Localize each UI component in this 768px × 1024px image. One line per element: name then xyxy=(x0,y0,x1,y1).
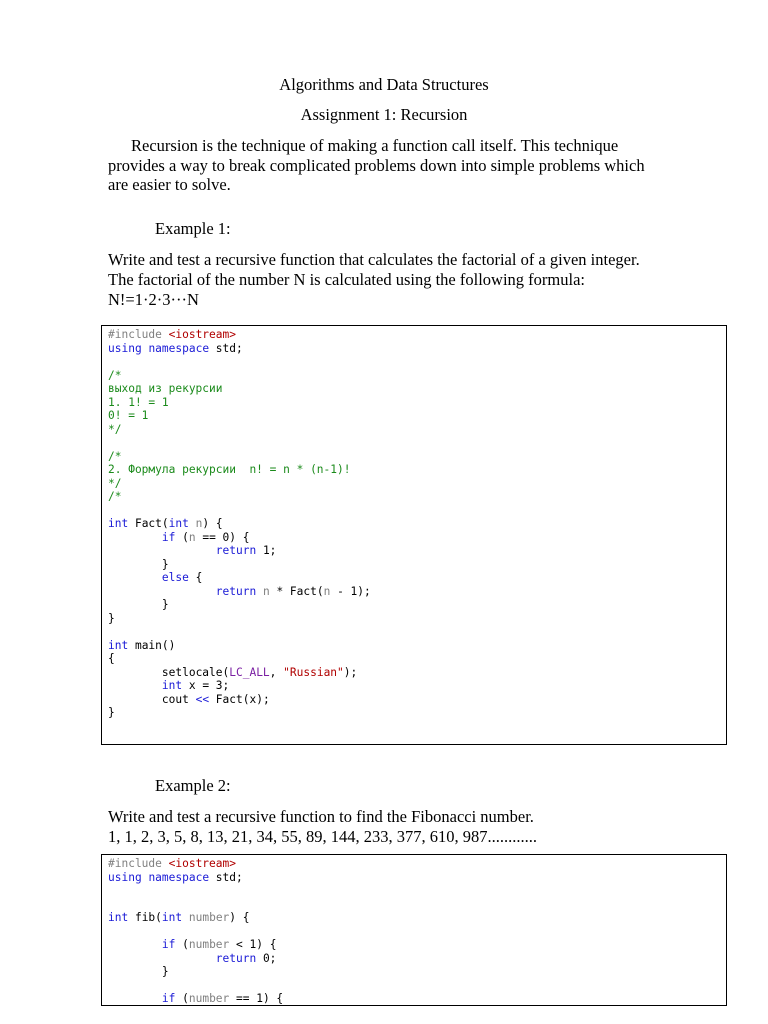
intro-line-3: are easier to solve. xyxy=(108,175,231,194)
fibonacci-code: #include <iostream> using namespace std; int fib(int number) { if (number < 1) { return 0; } if (number == 1) { xyxy=(108,857,284,1005)
course-title: Algorithms and Data Structures xyxy=(279,75,489,94)
example1-line-1: Write and test a recursive function that calculates the factorial of a given integer. xyxy=(108,250,640,269)
example2-line-1: Write and test a recursive function to find the Fibonacci number. xyxy=(108,807,534,826)
example1-line-2: The factorial of the number N is calculated using the following formula: xyxy=(108,270,585,289)
intro-line-2: provides a way to break complicated problems down into simple problems which xyxy=(108,156,645,175)
assignment-title: Assignment 1: Recursion xyxy=(300,105,468,124)
example2-heading: Example 2: xyxy=(155,776,231,795)
example1-formula: N!=1·2·3···N xyxy=(108,290,199,309)
intro-line-1: Recursion is the technique of making a function call itself. This technique xyxy=(131,136,619,155)
factorial-code: #include <iostream> using namespace std; /* выход из рекурсии 1. 1! = 1 0! = 1 */ /* 2. Формула рекурсии n! = n * (n-1)! */ /* int Fact(int n) { if (n == 0) { return 1; } else { return n * Fact(n - 1); } } int main() { setlocale(LC_ALL, "Russian"); int x = 3; cout << Fact(x); } xyxy=(108,328,371,719)
fibonacci-sequence: 1, 1, 2, 3, 5, 8, 13, 21, 34, 55, 89, 144, 233, 377, 610, 987............ xyxy=(108,827,537,846)
example1-heading: Example 1: xyxy=(155,219,231,238)
factorial-code-block xyxy=(101,325,727,745)
fibonacci-code-block xyxy=(101,854,727,1006)
